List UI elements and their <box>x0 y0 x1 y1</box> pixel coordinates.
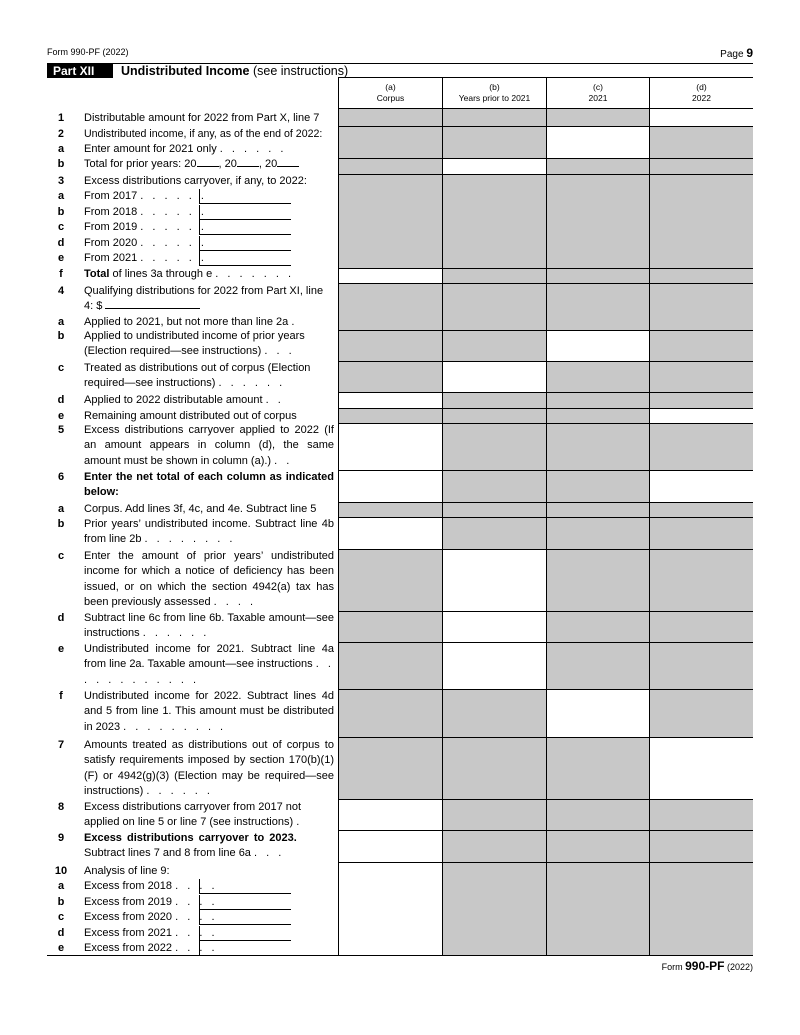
amount-cell <box>649 174 753 268</box>
part-header <box>47 63 753 77</box>
page-footer: Form 990-PF (2022) <box>661 959 753 973</box>
amount-cell <box>338 361 442 392</box>
amount-cell <box>546 174 649 268</box>
amount-cell <box>546 799 649 830</box>
amount-cell <box>442 392 546 408</box>
amount-cell <box>442 126 546 158</box>
amount-cell[interactable] <box>546 126 649 158</box>
input-10b[interactable] <box>199 895 291 910</box>
column-header-d: (d) 2022 <box>649 77 753 108</box>
amount-cell <box>546 158 649 174</box>
amount-cell <box>442 408 546 423</box>
amount-cell <box>649 126 753 158</box>
amount-cell <box>649 799 753 830</box>
amount-cell <box>649 689 753 737</box>
amount-cell <box>442 830 546 862</box>
amount-cell <box>649 361 753 392</box>
part-badge: Part XII <box>47 64 113 78</box>
amount-cell <box>442 689 546 737</box>
amount-cell <box>338 737 442 799</box>
amount-cell <box>442 862 546 955</box>
amount-cell <box>442 268 546 283</box>
amount-cell <box>546 611 649 642</box>
form-header-label: Form 990-PF (2022) <box>47 47 129 57</box>
amount-cell <box>442 470 546 502</box>
amount-cell <box>338 408 442 423</box>
amount-cell[interactable] <box>649 108 753 126</box>
amount-cell <box>338 330 442 361</box>
amount-cell <box>338 689 442 737</box>
amount-cell <box>338 642 442 689</box>
amount-cell <box>649 611 753 642</box>
amount-cell[interactable] <box>546 330 649 361</box>
column-header-b: (b) Years prior to 2021 <box>442 77 546 108</box>
amount-cell <box>546 549 649 611</box>
input-3a[interactable] <box>199 189 291 204</box>
amount-cell[interactable] <box>338 799 442 830</box>
amount-cell <box>649 517 753 549</box>
amount-cell <box>546 470 649 502</box>
amount-cell <box>338 174 442 268</box>
amount-cell <box>546 830 649 862</box>
amount-cell <box>338 502 442 517</box>
amount-cell <box>442 423 546 470</box>
amount-cell <box>649 549 753 611</box>
amount-cell <box>649 158 753 174</box>
amount-cell <box>649 423 753 470</box>
amount-cell <box>442 174 546 268</box>
amount-cell <box>649 830 753 862</box>
column-header-c: (c) 2021 <box>546 77 649 108</box>
amount-cell[interactable] <box>442 611 546 642</box>
amount-cell[interactable] <box>649 470 753 502</box>
input-3c[interactable] <box>199 220 291 235</box>
amount-cell[interactable] <box>442 549 546 611</box>
amount-cell[interactable] <box>338 470 442 502</box>
amount-cell <box>546 392 649 408</box>
amount-cell[interactable] <box>338 830 442 862</box>
amount-cell <box>546 361 649 392</box>
amount-cell <box>442 108 546 126</box>
amount-cell[interactable] <box>338 392 442 408</box>
input-10d[interactable] <box>199 926 291 941</box>
amount-cell[interactable] <box>338 423 442 470</box>
amount-cell[interactable] <box>338 268 442 283</box>
amount-cell <box>338 549 442 611</box>
amount-cell <box>442 330 546 361</box>
amount-cell <box>442 502 546 517</box>
amount-cell <box>649 268 753 283</box>
amount-cell <box>546 862 649 955</box>
amount-cell[interactable] <box>338 517 442 549</box>
part-title: Undistributed Income (see instructions) <box>121 64 349 78</box>
amount-cell <box>546 737 649 799</box>
amount-cell <box>649 330 753 361</box>
input-3d[interactable] <box>199 236 291 251</box>
column-header-a: (a) Corpus <box>338 77 442 108</box>
page-header <box>47 47 753 59</box>
amount-cell <box>649 642 753 689</box>
amount-cell <box>338 283 442 330</box>
amount-cell[interactable] <box>442 158 546 174</box>
amount-cell <box>338 611 442 642</box>
input-10e[interactable] <box>199 941 291 956</box>
amount-cell <box>546 502 649 517</box>
amount-cell <box>442 517 546 549</box>
input-3b[interactable] <box>199 205 291 220</box>
amount-cell <box>546 642 649 689</box>
amount-cell <box>442 737 546 799</box>
amount-cell[interactable] <box>546 689 649 737</box>
amount-cell <box>546 268 649 283</box>
amount-cell <box>546 408 649 423</box>
input-3e[interactable] <box>199 251 291 266</box>
amount-cell <box>546 283 649 330</box>
amount-cell[interactable] <box>338 862 442 955</box>
amount-cell <box>546 108 649 126</box>
amount-cell <box>442 799 546 830</box>
amount-cell <box>442 283 546 330</box>
amount-cell <box>649 502 753 517</box>
page-number: Page 9 <box>720 46 753 60</box>
amount-cell <box>546 423 649 470</box>
amount-cell <box>338 158 442 174</box>
amount-cell <box>338 108 442 126</box>
amount-cell <box>649 862 753 955</box>
amount-cell[interactable] <box>649 408 753 423</box>
input-10c[interactable] <box>199 910 291 925</box>
bottom-rule <box>47 955 753 956</box>
amount-cell[interactable] <box>442 642 546 689</box>
amount-cell <box>338 126 442 158</box>
amount-cell <box>649 392 753 408</box>
input-10a[interactable] <box>199 879 291 894</box>
amount-cell <box>546 517 649 549</box>
amount-cell[interactable] <box>442 361 546 392</box>
amount-cell <box>649 283 753 330</box>
amount-cell[interactable] <box>649 737 753 799</box>
